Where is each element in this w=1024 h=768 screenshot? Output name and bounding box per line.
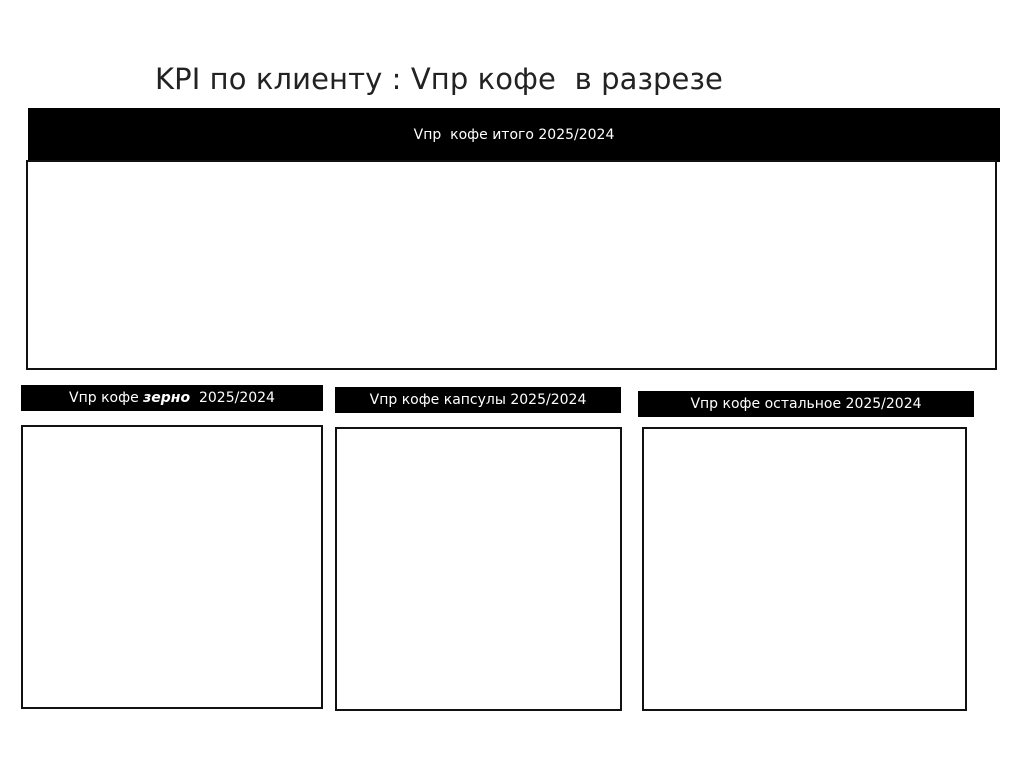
main-section-header-label: Vпр кофе итого 2025/2024 (413, 127, 615, 143)
zerno-section-header (21, 385, 323, 411)
zerno-chart-panel (21, 425, 323, 709)
ostalnoe-header-label: Vпр кофе остальное 2025/2024 (690, 396, 922, 412)
zerno-header-emphasis: зерно (143, 390, 191, 406)
page-title: KPI по клиенту : Vпр кофе в разрезе (155, 62, 723, 96)
ostalnoe-chart-panel (642, 427, 967, 711)
zerno-header-prefix: Vпр кофе (69, 390, 144, 406)
kapsuly-header-label: Vпр кофе капсулы 2025/2024 (369, 392, 587, 408)
zerno-header-suffix: 2025/2024 (190, 390, 275, 406)
ostalnoe-section-header (638, 391, 974, 417)
main-section-header (28, 108, 1000, 162)
main-chart-panel (26, 160, 997, 370)
kapsuly-section-header (335, 387, 621, 413)
kapsuly-chart-panel (335, 427, 622, 711)
